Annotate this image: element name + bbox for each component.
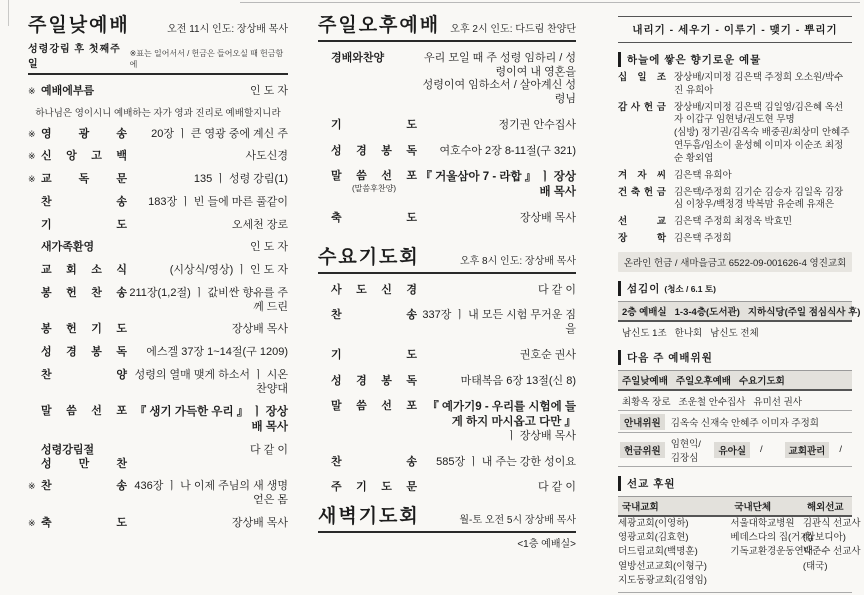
item-value: 장상배 목사	[231, 323, 288, 336]
item-label: 찬 양	[41, 368, 127, 381]
servers-value-cell: 남신도 전체	[710, 327, 759, 339]
item-value: 135 ㅣ 성령 강림(1)	[193, 173, 288, 186]
service-subheader	[28, 40, 288, 70]
standing-mark	[318, 170, 331, 171]
item-label: 예배에부름	[41, 84, 95, 97]
item-label: 축 도	[331, 211, 417, 224]
mission-entry: 베데스다의 집(거제)	[730, 532, 813, 543]
item-label: 말 씀 선 포	[331, 170, 417, 183]
standing-mark: ※	[28, 481, 36, 492]
item-value: 인 도 자	[250, 84, 288, 97]
mission-entry: 박준수 선교사	[802, 546, 861, 558]
order-item-row	[28, 150, 288, 164]
dawn-prayer-section	[318, 507, 576, 550]
standing-mark	[318, 400, 331, 401]
order-item-row	[28, 85, 288, 99]
item-value: 인 도 자	[250, 241, 288, 254]
standing-mark	[28, 444, 41, 445]
service-time-leader: 오후 8시 인도: 장상배 목사	[459, 255, 576, 267]
sunday-morning-worship-section	[28, 16, 288, 540]
standing-mark	[318, 309, 331, 310]
order-item-row	[28, 219, 288, 233]
item-value: 436장 ㅣ 나 이제 주님의 새 생명 얻은 몸	[134, 480, 288, 507]
item-label: 경배와찬양	[331, 51, 385, 64]
standing-mark	[318, 284, 331, 285]
wednesday-prayer-section	[318, 248, 576, 495]
offering-donors-line2: (심방) 정기권/김옥숙 배중권/최상미 안혜주 연두흠/임소이 윤성혜 이미자 이순조 최정순 황외엽	[674, 127, 850, 164]
order-item-row	[28, 264, 288, 278]
nursery-assignee: /	[760, 444, 763, 456]
servers-cleaning-note: (청소 / 6.1 토)	[664, 283, 716, 294]
header-rule	[28, 73, 288, 75]
mission-entry: 세광교회(이영하)	[618, 517, 689, 529]
announcements-column	[618, 16, 861, 595]
ushers-names: 김옥숙 신재숙 안혜주 이미자 주정희	[670, 417, 819, 429]
item-label: 성령강림절	[41, 443, 95, 456]
mission-entry: 영광교회(김효현)	[618, 532, 689, 543]
item-label: 주 기 도 문	[331, 481, 417, 494]
standing-mark	[318, 119, 331, 120]
item-label: 봉 헌 기 도	[41, 323, 127, 336]
offering-donors: 김은택 주정희 최정옥 박효민	[674, 216, 793, 228]
item-label: 사 도 신 경	[331, 283, 417, 296]
facility-assignee: /	[839, 444, 842, 456]
item-value: 다 같 이	[538, 283, 576, 296]
standing-mark	[318, 349, 331, 350]
mission-overseas-list	[802, 517, 861, 588]
offering-row	[618, 72, 852, 98]
mission-header-domestic-church: 국내교회	[622, 501, 659, 513]
standing-mark	[28, 405, 41, 406]
offering-type-label: 선 교	[618, 216, 666, 228]
service-title: 주일오후예배	[318, 15, 441, 36]
item-value: 마태복음 6장 13절(신 8)	[460, 374, 576, 387]
item-scripture-note: 하나님은 영이시니 예배하는 자가 영과 진리로 예배할지니라	[35, 107, 281, 119]
offering-donors: 김은택 유희아	[674, 169, 732, 181]
service-title: 수요기도회	[318, 246, 420, 268]
next-week-header-cell: 주일오후예배	[675, 375, 731, 387]
item-value: 우리 모일 때 주 성령 임하리 / 성령이여 내 영혼을	[424, 51, 576, 78]
mission-header-overseas: 해외선교	[806, 501, 844, 513]
offering-committee-names: 임현익/김장심	[670, 438, 701, 464]
online-offering-account: 온라인 헌금 / 새마을금고 6522-09-001626-4 영진교회	[618, 252, 852, 272]
mission-domestic-church-list	[618, 517, 730, 588]
item-value: 에스겔 37장 1~14절(구 1209)	[146, 346, 288, 359]
midweek-services-column	[318, 16, 576, 550]
order-item-row	[28, 287, 288, 315]
next-week-leader-cell: 조운철 안수집사	[678, 396, 746, 408]
next-week-header-cell: 주일낮예배	[622, 375, 668, 387]
next-week-table	[618, 370, 852, 467]
standing-mark	[28, 241, 41, 242]
order-item-row	[318, 481, 576, 495]
morning-order-list	[28, 85, 288, 531]
item-value: 장상배 목사	[231, 516, 288, 529]
order-item-row	[28, 444, 288, 472]
item-label: 성 경 봉 독	[331, 144, 417, 157]
next-week-leader-cell: 최황옥 장로	[622, 396, 671, 408]
offering-type-label: 겨 자 씨	[618, 169, 666, 181]
servers-value-cell: 한나회	[674, 327, 703, 339]
item-value-bold: 『 예가기9 - 우리를 시험에 들게 하지 마시옵고 다만 』	[427, 401, 576, 429]
item-label: 찬 송	[41, 195, 127, 208]
item-label: 봉 헌 찬 송	[41, 286, 127, 299]
item-value: 권호순 권사	[519, 348, 576, 361]
liturgical-sunday-label: 성령강림 후 첫째주일	[28, 43, 121, 70]
service-title: 주일낮예배	[28, 15, 130, 36]
sunday-afternoon-worship-section	[318, 16, 576, 226]
item-value-bold: 『 거울삼아 7 - 라합 』 ㅣ 장상배 목사	[420, 171, 576, 199]
item-value: (시상식/영상) ㅣ 인 도 자	[169, 264, 288, 277]
servers-value-cell: 남신도 1조	[622, 327, 667, 339]
item-label: 성 경 봉 독	[331, 374, 417, 387]
order-item-row	[28, 173, 288, 187]
standing-mark	[28, 196, 41, 197]
servers-header-cell: 지하식당(주일 점심식사 후)	[747, 306, 861, 318]
item-value: 211장(1,2절) ㅣ 값비싼 향유를 주께 드린	[129, 286, 288, 313]
order-item-row	[28, 128, 288, 142]
order-item-row	[318, 212, 576, 226]
item-label: 새가족환영	[41, 241, 95, 254]
order-item-row	[318, 284, 576, 298]
item-label-line2: 성 만 찬	[41, 457, 127, 470]
mission-entry: 김관식 선교사	[802, 517, 861, 529]
offering-committee-label: 헌금위원	[620, 442, 665, 458]
mission-entry: (캄보디아)	[802, 532, 846, 543]
item-value: 사도신경	[245, 150, 288, 163]
standing-mark	[318, 375, 331, 376]
order-item-row	[28, 405, 288, 435]
order-item-row	[318, 456, 576, 470]
servers-table	[618, 301, 861, 341]
offering-donors: 김은택 주정희	[674, 232, 732, 244]
offering-donors: 장상배/지미정 김은택 주정희 오소원/박수진 유희아	[674, 72, 844, 96]
offering-row	[618, 187, 852, 213]
item-label: 기 도	[331, 118, 417, 131]
order-item-row	[318, 400, 576, 443]
servers-header-cell: 1-3-4층(도서관)	[674, 306, 740, 318]
standing-mark	[28, 264, 41, 265]
mission-header-domestic-org: 국내단체	[734, 501, 772, 513]
mission-table	[618, 496, 861, 593]
offering-type-label: 감 사 헌 금	[618, 101, 666, 113]
item-value: 다 같 이	[250, 443, 288, 456]
mission-entry: 지도동광교회(김영임)	[618, 574, 707, 586]
mission-entry: 열방선교교회(이형구)	[618, 560, 707, 572]
service-header	[28, 16, 288, 37]
item-value: 장상배 목사	[519, 211, 576, 224]
offering-type-label: 장 학	[618, 232, 666, 244]
item-label: 성 경 봉 독	[41, 346, 127, 359]
order-item-row	[28, 346, 288, 360]
item-value: 성령의 열매 맺게 하소서 ㅣ 시온 찬양대	[134, 368, 288, 395]
ushers-label: 안내위원	[620, 414, 665, 430]
nursery-label: 유아실	[714, 442, 750, 458]
order-item-row	[318, 349, 576, 363]
order-item-row	[318, 119, 576, 133]
offering-row	[618, 233, 852, 246]
offering-committee-row	[618, 433, 852, 467]
item-value-bold: 『 생기 가득한 우리 』 ㅣ 장상배 목사	[134, 406, 288, 434]
church-motto: 내리기 - 세우기 - 이루기 - 맺기 - 뿌리기	[618, 16, 852, 43]
offerings-list	[618, 72, 852, 246]
standing-mark	[28, 369, 41, 370]
next-week-leader-cell: 유미선 권사	[753, 396, 802, 408]
item-value: 다 같 이	[538, 481, 576, 494]
item-label: 찬 송	[41, 480, 127, 493]
mission-entry: 더드림교회(백명훈)	[618, 546, 698, 558]
order-item-row	[318, 52, 576, 107]
service-time-leader: 오전 11시 인도: 장상배 목사	[167, 23, 288, 35]
order-item-row	[318, 375, 576, 389]
offering-row	[618, 170, 852, 183]
item-label: 찬 송	[331, 309, 417, 322]
order-item-row	[318, 309, 576, 337]
mission-table-header	[618, 496, 852, 517]
offering-donors: 장상배/지미정 김은택 김일영/김은혜 옥선자 이갑구 임현녕/권도현 무명	[674, 101, 844, 126]
afternoon-order-list	[318, 52, 576, 226]
next-week-leaders-row	[618, 391, 852, 411]
offerings-section-title: 하늘에 쌓은 향기로운 예물	[618, 52, 852, 67]
next-week-header-cell: 수요기도회	[738, 375, 785, 387]
standing-mark	[318, 52, 331, 53]
wednesday-order-list	[318, 284, 576, 496]
standing-mark: ※	[28, 85, 36, 96]
item-value: 585장 ㅣ 내 주는 강한 성이요	[436, 455, 576, 468]
standing-offering-note: ※표는 일어서서 / 헌금은 들어오실 때 헌금함에	[129, 48, 284, 69]
mission-entry: (태국)	[802, 560, 828, 572]
standing-mark: ※	[28, 151, 36, 162]
standing-mark	[318, 456, 331, 457]
item-label: 신 앙 고 백	[41, 150, 127, 163]
item-label: 말 씀 선 포	[41, 405, 127, 418]
service-time-leader: 오후 2시 인도: 다드림 찬양단	[450, 23, 576, 35]
header-rule	[318, 272, 576, 274]
standing-mark	[318, 145, 331, 146]
item-label: 교 독 문	[41, 173, 127, 186]
item-value: 183장 ㅣ 빈 들에 마른 풀같이	[148, 195, 288, 208]
standing-mark: ※	[28, 174, 36, 185]
order-item-row	[28, 517, 288, 531]
service-time-leader: 월-토 오전 5시 장상배 목사	[459, 514, 576, 526]
offering-type-label: 십 일 조	[618, 72, 666, 83]
item-label: 기 도	[41, 218, 127, 231]
next-week-section-title: 다음 주 예배위원	[618, 350, 852, 365]
standing-mark	[28, 287, 41, 288]
standing-mark	[318, 212, 331, 213]
service-title: 새벽기도회	[318, 506, 420, 528]
offering-row	[618, 216, 852, 229]
item-value-line2: 성령이여 임하소서 / 살아계신 성령님	[422, 79, 576, 106]
dawn-room-label: <1층 예배실>	[517, 538, 576, 550]
order-item-row	[28, 323, 288, 337]
standing-mark: ※	[28, 517, 36, 528]
servers-table-row	[618, 322, 852, 341]
servers-table-header	[618, 301, 861, 322]
mission-entry: 서울대학교병원	[730, 517, 795, 529]
standing-mark	[28, 219, 41, 220]
order-item-row	[318, 170, 576, 200]
facility-label: 교회관리	[785, 442, 830, 458]
item-value: 정기권 안수집사	[498, 118, 576, 131]
order-item-row	[28, 196, 288, 210]
servers-header-cell: 2층 예배실	[622, 306, 667, 318]
offering-row	[618, 102, 852, 166]
mission-section-title: 선교 후원	[618, 476, 852, 491]
item-label: 축 도	[41, 516, 127, 529]
offering-donors: 김은택/주정희 김기순 김승자 김일옥 김장심 이창우/백정경 박복맘 유순례 유재은	[674, 186, 844, 211]
item-label: 기 도	[331, 348, 417, 361]
mission-entry: 기독교환경운동연대	[730, 546, 813, 558]
item-value: 337장 ㅣ 내 모든 시험 무거운 짐을	[422, 309, 576, 336]
standing-mark	[28, 346, 41, 347]
standing-mark	[28, 323, 41, 324]
ushers-row	[618, 411, 852, 433]
item-label: 영 광 송	[41, 127, 127, 140]
item-label: 찬 송	[331, 455, 417, 468]
order-item-row	[318, 145, 576, 159]
header-rule	[318, 531, 576, 533]
item-value-line2: ㅣ 장상배 목사	[506, 429, 576, 442]
order-item-row	[28, 241, 288, 255]
mission-domestic-org-list	[730, 517, 813, 588]
item-label: 말 씀 선 포	[331, 400, 417, 413]
item-value: 여호수아 2장 8-11절(구 321)	[439, 144, 576, 157]
standing-mark	[318, 481, 331, 482]
order-item-row	[28, 480, 288, 508]
servers-section-title: 섬김이 (청소 / 6.1 토)	[618, 281, 852, 296]
item-value: 20장 ㅣ 큰 영광 중에 계신 주	[151, 127, 288, 140]
next-week-table-header	[618, 370, 852, 391]
order-item-row	[28, 369, 288, 397]
item-label: 교 회 소 식	[41, 264, 127, 277]
standing-mark: ※	[28, 128, 36, 139]
offering-type-label: 건 축 헌 금	[618, 186, 666, 198]
item-label-note: (말씀후찬양)	[352, 184, 396, 194]
item-value: 오세천 장로	[231, 218, 288, 231]
header-rule	[318, 40, 576, 42]
